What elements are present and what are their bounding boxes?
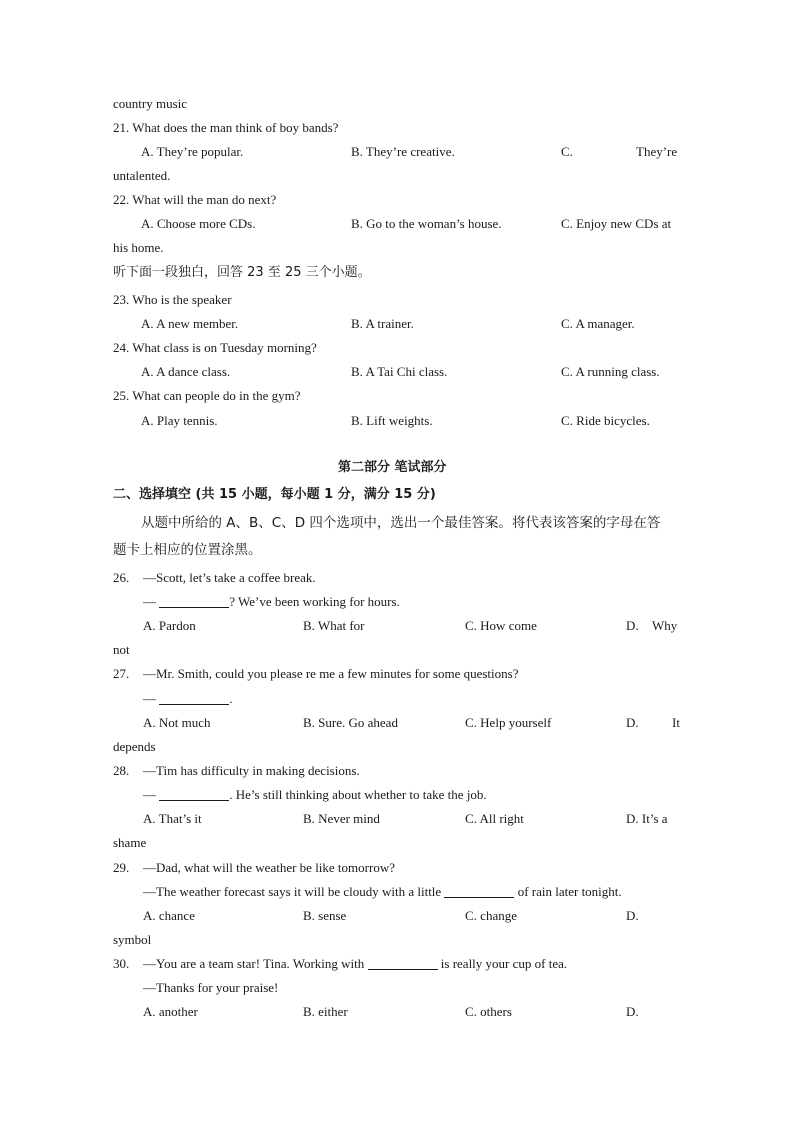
question-29-option-a: A. chance — [143, 908, 195, 923]
question-29-option-c: C. change — [465, 908, 517, 923]
answer-blank — [159, 595, 229, 608]
question-22-option-b: B. Go to the woman’s house. — [351, 216, 502, 231]
section-heading: 二、选择填空 (共 15 小题，每小题 1 分，满分 15 分) — [113, 487, 436, 502]
question-29-line-1: —Dad, what will the weather be like tomorrow? — [143, 860, 395, 875]
question-26-option-d-letter: D. — [626, 618, 639, 633]
question-28-line-2-suffix: . He’s still thinking about whether to take the job. — [229, 787, 487, 802]
question-28-line-2 — [143, 787, 487, 803]
question-26-line-2-suffix: ? We’ve been working for hours. — [229, 594, 400, 609]
question-24-option-a: A. A dance class. — [141, 364, 231, 379]
question-29-option-b: B. sense — [303, 908, 347, 923]
instruction-line-1: 从题中所给的 A、B、C、D 四个选项中，选出一个最佳答案。将代表该答案的字母在答 — [141, 515, 661, 531]
question-23-option-c: C. A manager. — [561, 316, 635, 331]
question-28-option-c: C. All right — [465, 811, 524, 826]
question-26-option-d-wrap: not — [113, 642, 130, 657]
question-29-option-d-letter: D. — [626, 908, 639, 923]
question-27-option-d-letter: D. — [626, 715, 639, 730]
question-27-option-d-wrap: depends — [113, 739, 156, 754]
question-30-option-d-letter: D. — [626, 1004, 639, 1019]
question-27-line-2-prefix: — — [143, 691, 160, 706]
answer-blank — [159, 788, 229, 801]
question-27-option-d-text: It — [672, 715, 680, 730]
instruction-line-2: 题卡上相应的位置涂黑。 — [113, 542, 262, 558]
question-27-option-b: B. Sure. Go ahead — [303, 715, 398, 730]
question-29-line-2-prefix: —The weather forecast says it will be cloudy with a little — [143, 884, 445, 899]
question-30-line-1-suffix: is really your cup of tea. — [437, 956, 568, 971]
question-26-option-c: C. How come — [465, 618, 537, 633]
question-30-number: 30. — [113, 956, 130, 971]
part-two-title: 第二部分 笔试部分 — [338, 460, 447, 475]
question-30-line-1 — [143, 956, 567, 972]
question-22-option-c-wrap: his home. — [113, 240, 164, 255]
question-21-option-a: A. They’re popular. — [141, 144, 244, 159]
question-21-option-b: B. They’re creative. — [351, 144, 455, 159]
question-28-option-d: D. It’s a — [626, 811, 668, 826]
question-24-option-c: C. A running class. — [561, 364, 660, 379]
question-28-line-1: —Tim has difficulty in making decisions. — [143, 763, 360, 778]
monologue-instruction: 听下面一段独白，回答 23 至 25 三个小题。 — [113, 265, 371, 280]
question-29-line-2 — [143, 884, 622, 900]
question-30-option-a: A. another — [143, 1004, 198, 1019]
question-27-option-c: C. Help yourself — [465, 715, 552, 730]
question-25-stem: 25. What can people do in the gym? — [113, 388, 301, 403]
question-30-option-b: B. either — [303, 1004, 348, 1019]
question-23-option-a: A. A new member. — [141, 316, 239, 331]
answer-blank — [368, 957, 438, 970]
question-27-line-1: —Mr. Smith, could you please re me a few minutes for some questions? — [143, 666, 519, 681]
question-29-option-d-wrap: symbol — [113, 932, 152, 947]
question-29-line-2-suffix: of rain later tonight. — [514, 884, 622, 899]
question-22-option-c: C. Enjoy new CDs at — [561, 216, 672, 231]
question-21-option-c-wrap: untalented. — [113, 168, 171, 183]
question-25-option-b: B. Lift weights. — [351, 413, 433, 428]
question-30-option-c: C. others — [465, 1004, 512, 1019]
question-24-stem: 24. What class is on Tuesday morning? — [113, 340, 317, 355]
question-22-stem: 22. What will the man do next? — [113, 192, 277, 207]
question-28-line-2-prefix: — — [143, 787, 160, 802]
question-26-line-1: —Scott, let’s take a coffee break. — [143, 570, 316, 585]
question-23-option-b: B. A trainer. — [351, 316, 414, 331]
question-26-option-a: A. Pardon — [143, 618, 196, 633]
question-28-number: 28. — [113, 763, 130, 778]
question-24-option-b: B. A Tai Chi class. — [351, 364, 448, 379]
question-30-line-2: —Thanks for your praise! — [143, 980, 279, 995]
answer-blank — [159, 692, 229, 705]
question-29-number: 29. — [113, 860, 130, 875]
question-27-option-a: A. Not much — [143, 715, 211, 730]
question-26-line-2 — [143, 594, 400, 610]
question-26-option-b: B. What for — [303, 618, 365, 633]
question-26-number: 26. — [113, 570, 130, 585]
question-25-option-c: C. Ride bicycles. — [561, 413, 650, 428]
question-23-stem: 23. Who is the speaker — [113, 292, 232, 307]
question-25-option-a: A. Play tennis. — [141, 413, 218, 428]
question-22-option-a: A. Choose more CDs. — [141, 216, 256, 231]
answer-blank — [444, 885, 514, 898]
question-28-option-a: A. That’s it — [143, 811, 202, 826]
question-28-option-d-wrap: shame — [113, 835, 147, 850]
question-27-line-2 — [143, 691, 233, 707]
question-27-line-2-suffix: . — [229, 691, 233, 706]
carry-over-text: country music — [113, 96, 188, 111]
question-21-stem: 21. What does the man think of boy bands? — [113, 120, 339, 135]
question-26-option-d-text: Why — [652, 618, 678, 633]
question-30-line-1-prefix: —You are a team star! Tina. Working with — [143, 956, 368, 971]
question-28-option-b: B. Never mind — [303, 811, 380, 826]
question-26-line-2-prefix: — — [143, 594, 160, 609]
question-21-option-c-text: They’re — [636, 144, 678, 159]
question-21-option-c-letter: C. — [561, 144, 573, 159]
question-27-number: 27. — [113, 666, 130, 681]
